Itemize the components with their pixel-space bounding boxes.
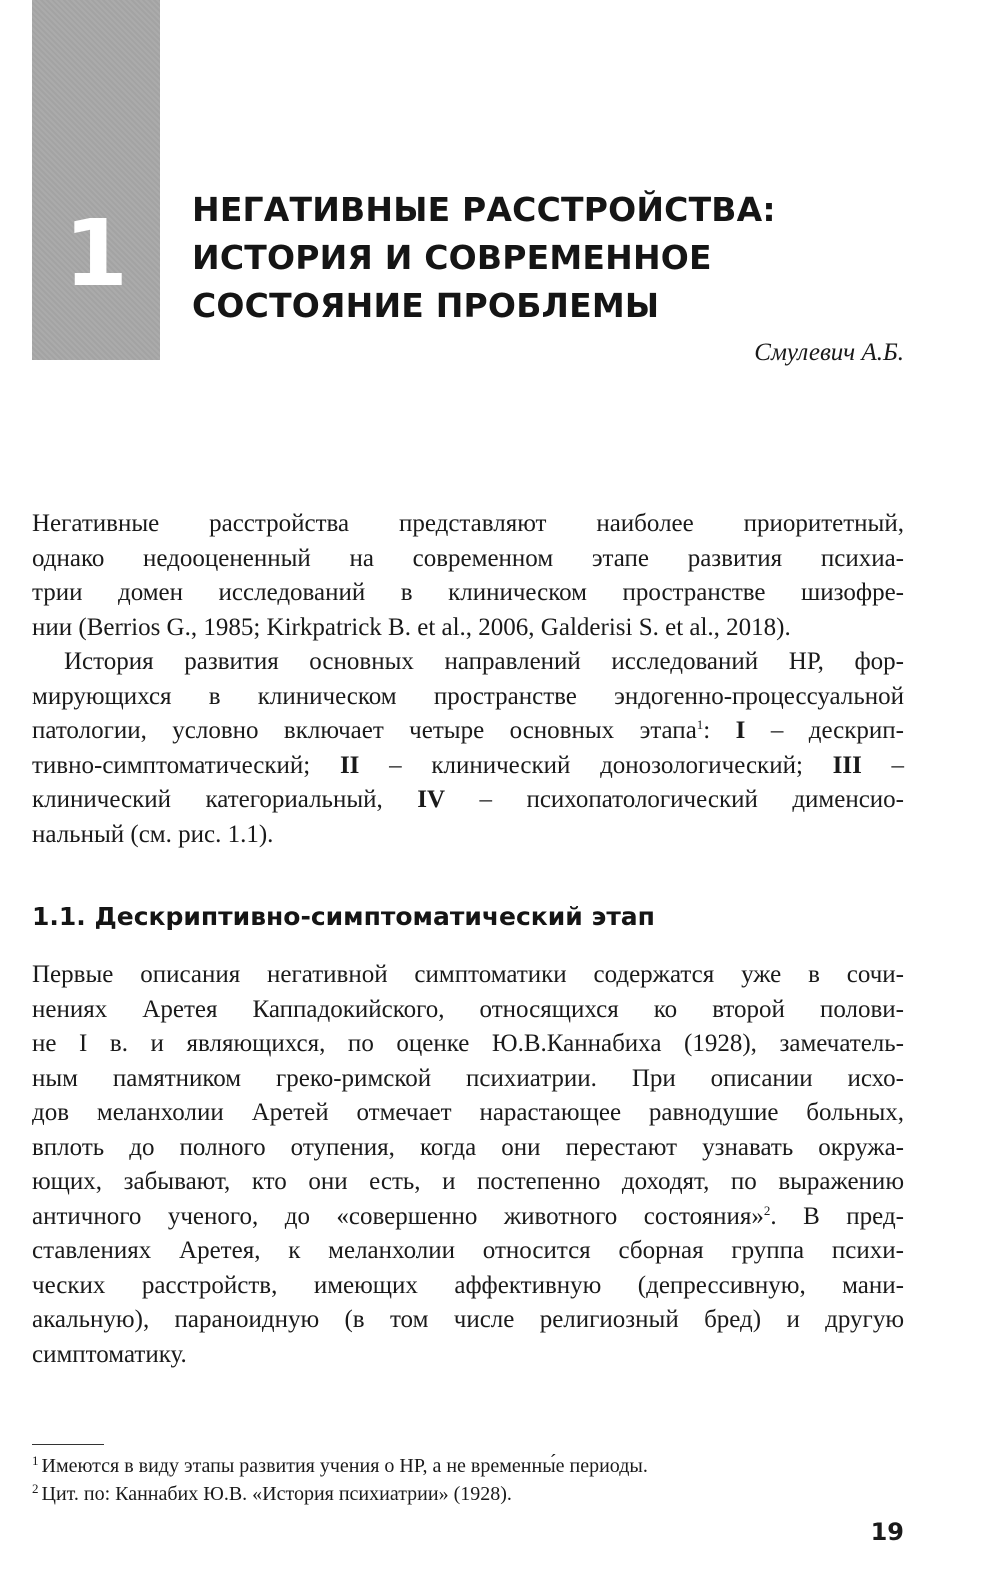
text-line: ставлениях Аретея, к меланхолии относится сборная группа психи- [32,1237,904,1264]
text-line: симптоматику. [32,1340,187,1368]
text-line: Первые описания негативной симптоматики содержатся уже в сочи- [32,961,904,988]
chapter-number: 1 [63,200,128,307]
text-fragment: – психопатологический дименсио- [445,786,905,813]
text-line [32,783,904,818]
page-number: 19 [870,1518,904,1546]
stage-numeral: III [832,751,862,779]
intro-paragraph-2 [32,645,904,852]
text-fragment: : [703,717,736,744]
footnote-ref-1: 1 [696,717,704,732]
text-line: не I в. и являющихся, по оценке Ю.В.Каннабиха (1928), замечатель- [32,1030,904,1057]
text-fragment: – клинический донозологический; [359,751,833,779]
text-fragment: античного ученого, до «совершенно животного состояния» [32,1202,764,1230]
text-fragment: клинический категориальный, [32,786,418,813]
section-heading: 1.1. Дескриптивно-симптоматический этап [32,902,655,931]
footnote-ref-2: 2 [763,1202,771,1218]
text-line: Негативные расстройства представляют наиболее приоритетный, [32,510,904,537]
text-fragment: тивно-симптоматический; [32,751,340,779]
text-line: однако недооцененный на современном этапе развития психиа- [32,544,904,572]
text-line: ющих, забывают, кто они есть, и постепенно доходят, по выражению [32,1168,904,1195]
stage-numeral: I [735,717,746,744]
footnote-text: Цит. по: Каннабих Ю.В. «История психиатрии» (1928). [41,1483,512,1505]
footnote-text: Имеются в виду этапы развития учения о НР, а не временны́е периоды. [41,1455,648,1477]
text-line: дов меланхолии Аретей отмечает нарастающее равнодушие больных, [32,1099,904,1126]
stage-numeral: II [339,751,360,779]
text-line: мирующихся в клиническом пространстве эндогенно-процессуальной [32,682,904,710]
text-fragment: . В пред- [770,1202,904,1230]
text-fragment: – [861,751,904,779]
text-line: акальную), параноидную (в том числе религиозный бред) и другую [32,1306,904,1333]
footnote-2 [32,1480,904,1508]
chapter-title-line: ИСТОРИЯ И СОВРЕМЕННОЕ [192,238,712,277]
footnote-divider [32,1444,104,1445]
section-paragraph [32,958,904,1372]
text-fragment: – дескрип- [745,717,905,744]
text-line: нениях Аретея Каппадокийского, относящихся ко второй полови- [32,995,904,1023]
text-line [32,1200,904,1235]
chapter-title-line: СОСТОЯНИЕ ПРОБЛЕМЫ [192,286,660,325]
stage-numeral: IV [417,786,446,813]
chapter-author: Смулевич А.Б. [754,339,904,366]
footnote-mark: 2 [32,1481,39,1496]
text-line: ным памятником греко-римской психиатрии. При описании исхо- [32,1064,904,1092]
text-line: нии (Berrios G., 1985; Kirkpatrick B. et al., 2006, Galderisi S. et al., 2018). [32,613,791,641]
text-fragment: патологии, условно включает четыре основных этапа [32,717,697,744]
chapter-title-line: НЕГАТИВНЫЕ РАССТРОЙСТВА: [192,190,776,229]
text-line: нальный (см. рис. 1.1). [32,820,274,848]
chapter-title [192,186,932,330]
text-line: вплоть до полного отупения, когда они перестают узнавать окружа- [32,1133,904,1161]
text-line: ческих расстройств, имеющих аффективную (депрессивную, мани- [32,1271,904,1299]
footnote-mark: 1 [32,1453,39,1468]
footnotes [32,1452,904,1508]
chapter-number-block [32,0,160,360]
text-line: трии домен исследований в клиническом пространстве шизофре- [32,579,904,606]
text-line [32,749,904,784]
footnote-1 [32,1452,904,1480]
text-line: История развития основных направлений исследований НР, фор- [64,648,904,675]
text-line [32,714,904,749]
intro-paragraph-1 [32,507,904,645]
